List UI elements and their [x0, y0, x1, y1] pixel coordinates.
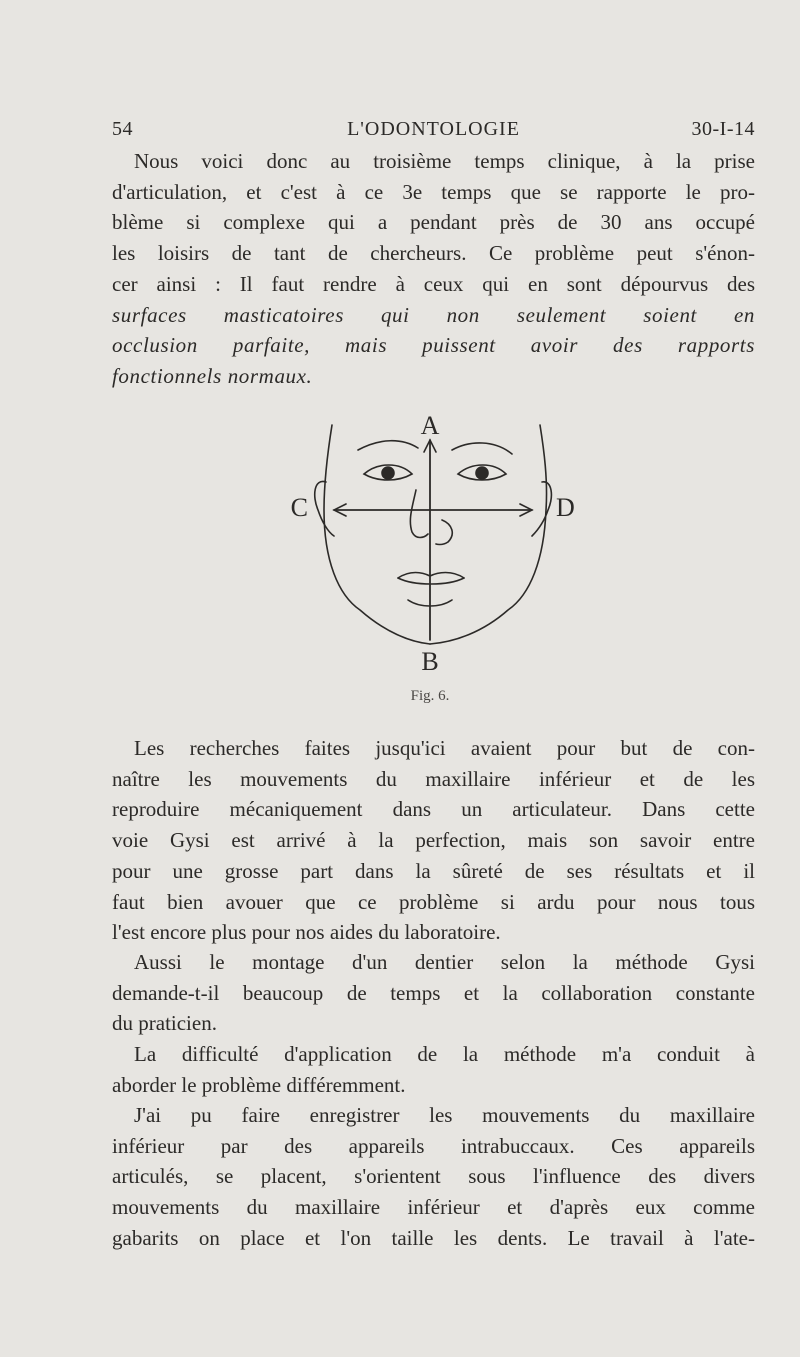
- paragraph-3: [112, 947, 755, 1039]
- text-line: gabarits on place et l'on taille les dents. Le travail à l'ate-: [112, 1225, 755, 1250]
- text-line: les loisirs de tant de chercheurs. Ce problème peut s'énon-: [112, 241, 755, 266]
- text-line: aborder le problème différemment.: [112, 1072, 406, 1097]
- page-number: 54: [112, 118, 133, 140]
- text-line: articulés, se placent, s'orientent sous l'influence des divers: [112, 1164, 755, 1189]
- label-left: C: [290, 493, 308, 522]
- text-line: mouvements du maxillaire inférieur et d'après eux comme: [112, 1195, 755, 1220]
- label-right: D: [556, 493, 575, 522]
- paragraph-1: [112, 146, 755, 392]
- paragraph-4: [112, 1039, 755, 1100]
- issue-date: 30-I-14: [691, 118, 755, 140]
- italic-text-line: occlusion parfaite, mais puissent avoir des rapports: [112, 333, 755, 358]
- text-line: naître les mouvements du maxillaire inférieur et de les: [112, 766, 755, 791]
- running-head: [112, 118, 755, 142]
- paragraph-5: [112, 1100, 755, 1254]
- text-line: d'articulation, et c'est à ce 3e temps que se rapporte le pro-: [112, 179, 755, 204]
- right-ear: [532, 482, 551, 536]
- text-line: Aussi le montage d'un dentier selon la méthode Gysi: [134, 950, 755, 974]
- text-line: demande-t-il beaucoup de temps et la collaboration constante: [112, 980, 755, 1005]
- text-line: Nous voici donc au troisième temps clinique, à la prise: [134, 149, 755, 173]
- italic-text-line: surfaces masticatoires qui non seulement soient en: [112, 302, 755, 327]
- face-diagram: [290, 410, 575, 690]
- lower-lip: [398, 578, 464, 584]
- text-line: inférieur par des appareils intrabuccaux. Ces appareils: [112, 1133, 755, 1158]
- nose: [410, 490, 452, 545]
- text-line: faut bien avouer que ce problème si ardu pour nous tous: [112, 889, 755, 914]
- text-line: reproduire mécaniquement dans un articulateur. Dans cette: [112, 797, 755, 822]
- text-line: cer ainsi : Il faut rendre à ceux qui en sont dépourvus des: [112, 271, 755, 296]
- left-pupil: [382, 467, 394, 479]
- text-line: J'ai pu faire enregistrer les mouvements du maxillaire: [134, 1103, 755, 1127]
- text-line: Les recherches faites jusqu'ici avaient pour but de con-: [134, 736, 755, 760]
- text-line: pour une grosse part dans la sûreté de ses résultats et il: [112, 858, 755, 883]
- text-line: La difficulté d'application de la méthode m'a conduit à: [134, 1042, 755, 1066]
- running-title: L'ODONTOLOGIE: [347, 118, 520, 140]
- text-line: l'est encore plus pour nos aides du laboratoire.: [112, 920, 501, 945]
- italic-text-line: fonctionnels normaux.: [112, 363, 313, 388]
- right-eyebrow: [452, 443, 512, 454]
- text-line: blème si complexe qui a pendant près de 30 ans occupé: [112, 210, 755, 235]
- right-pupil: [476, 467, 488, 479]
- text-line: voie Gysi est arrivé à la perfection, mais son savoir entre: [112, 828, 755, 853]
- paragraph-2: [112, 733, 755, 948]
- label-top: A: [420, 411, 440, 440]
- upper-lip: [398, 573, 464, 579]
- text-line: du praticien.: [112, 1011, 217, 1036]
- head-outline-right: [430, 425, 547, 644]
- left-eyebrow: [358, 441, 418, 450]
- label-bottom: B: [421, 647, 439, 676]
- figure-caption: Fig. 6.: [410, 688, 450, 704]
